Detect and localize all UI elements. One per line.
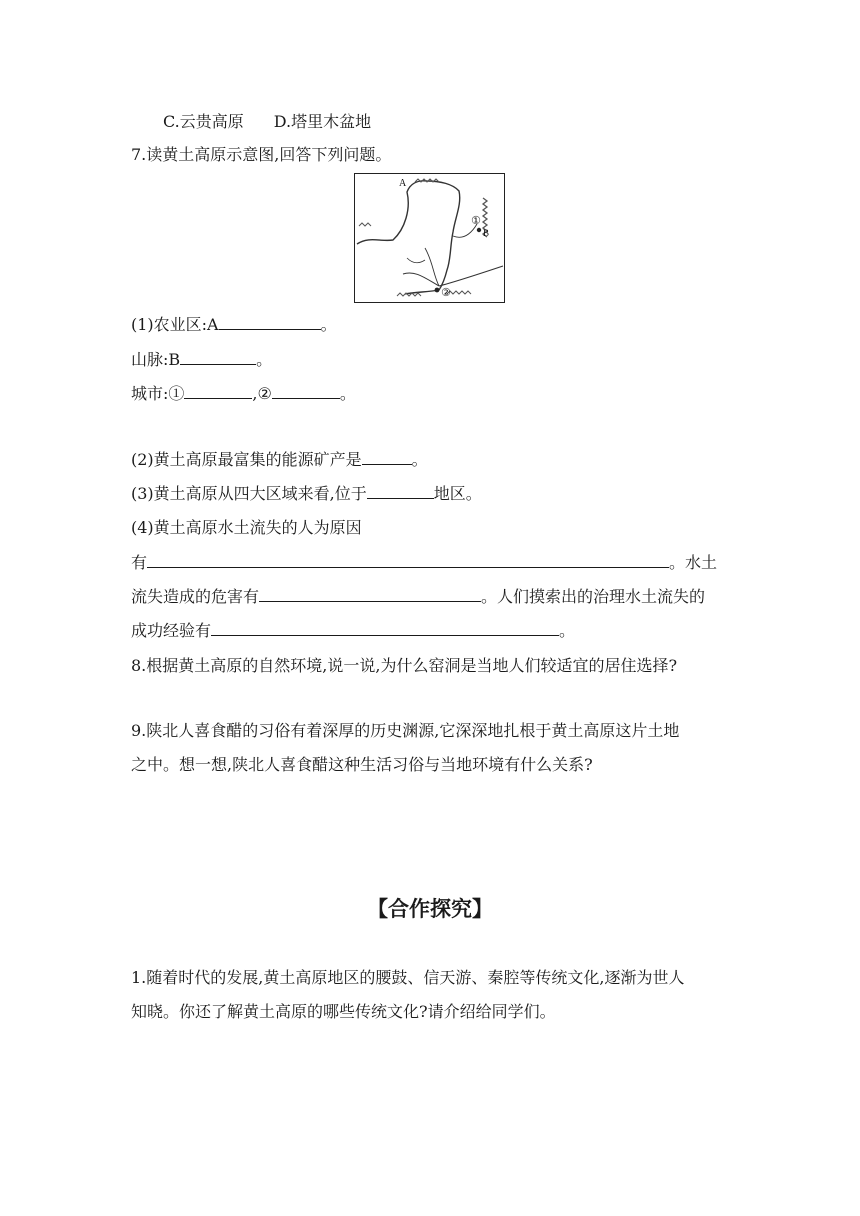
- label-1: ①: [471, 214, 481, 227]
- river-east: [439, 266, 503, 286]
- mountain-range-west: [359, 223, 371, 226]
- city-1-dot: [477, 228, 481, 232]
- q7-city: 城市:① ,② 。: [131, 384, 356, 403]
- q7-part4-line3: 流失造成的危害有 。人们摸索出的治理水土流失的: [131, 587, 706, 606]
- coop-question-1-line2: 知晓。你还了解黄土高原的哪些传统文化?请介绍给同学们。: [131, 1002, 556, 1021]
- section-heading: 【合作探究】: [367, 897, 493, 921]
- blank-hazards[interactable]: [259, 587, 481, 602]
- option-d: D.塔里木盆地: [273, 112, 372, 131]
- q7-part3: (3)黄土高原从四大区域来看,位于 地区。: [131, 484, 482, 503]
- blank-experience[interactable]: [211, 621, 559, 636]
- loess-plateau-map: [354, 173, 505, 303]
- tributary-2: [407, 258, 425, 263]
- q7-part4-line4: 成功经验有 。: [131, 621, 576, 640]
- yellow-river: [357, 181, 460, 294]
- label-b: B: [483, 228, 490, 238]
- river-wei: [403, 273, 439, 286]
- blank-human-causes[interactable]: [147, 553, 669, 568]
- question-9-line1: 9.陕北人喜食醋的习俗有着深厚的历史渊源,它深深地扎根于黄土高原这片土地: [131, 721, 680, 740]
- map-svg: [355, 174, 504, 302]
- question-9-line2: 之中。想一想,陕北人喜食醋这种生活习俗与当地环境有什么关系?: [131, 755, 593, 774]
- blank-city-2[interactable]: [272, 384, 340, 399]
- options-line: [163, 112, 371, 132]
- label-2: ②: [441, 286, 451, 299]
- tributary-1: [425, 248, 439, 286]
- q7-part4-line1: (4)黄土高原水土流失的人为原因: [131, 518, 362, 537]
- city-2-dot: [435, 288, 440, 293]
- blank-agri-region[interactable]: [219, 315, 321, 330]
- option-c: C.云贵高原: [163, 112, 244, 131]
- blank-energy[interactable]: [362, 450, 412, 465]
- blank-mountain[interactable]: [180, 350, 256, 365]
- q7-mountain: 山脉:B 。: [131, 350, 273, 369]
- q7-part1: (1)农业区:A 。: [131, 315, 337, 334]
- question-7-stem: 7.读黄土高原示意图,回答下列问题。: [131, 145, 392, 164]
- blank-region[interactable]: [367, 484, 434, 499]
- blank-city-1[interactable]: [184, 384, 252, 399]
- q7-part4-line2: 有 。水土: [131, 553, 718, 572]
- q7-part2: (2)黄土高原最富集的能源矿产是 。: [131, 450, 428, 469]
- question-8: 8.根据黄土高原的自然环境,说一说,为什么窑洞是当地人们较适宜的居住选择?: [131, 656, 678, 675]
- coop-question-1-line1: 1.随着时代的发展,黄土高原地区的腰鼓、信天游、秦腔等传统文化,逐渐为世人: [131, 968, 685, 987]
- label-a: A: [399, 178, 407, 189]
